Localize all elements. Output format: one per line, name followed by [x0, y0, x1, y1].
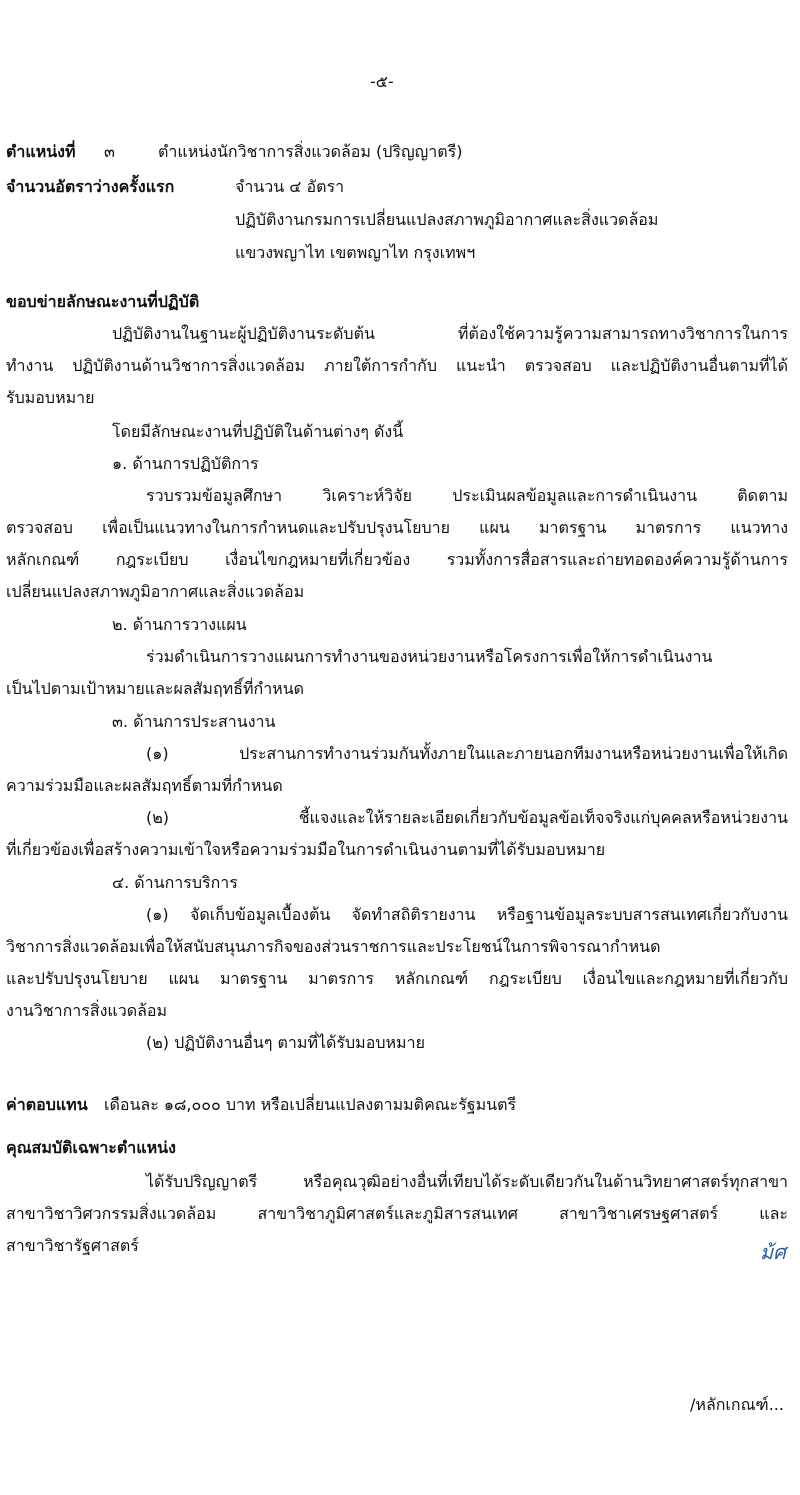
position-label: ตำแหน่งที่ [6, 142, 76, 161]
vacancy-label: จำนวนอัตราว่างครั้งแรก [6, 177, 175, 196]
scope-intro-line: ทำงาน ปฏิบัติงานด้านวิชาการสิ่งแวดล้อม ภายใต้การกำกับ แนะนำ ตรวจสอบ และปฏิบัติงานอื่นตามที่ได้ [6, 356, 788, 375]
section-line: เปลี่ยนแปลงสภาพภูมิอากาศและสิ่งแวดล้อม [6, 582, 305, 601]
section-line: เป็นไปตามเป้าหมายและผลสัมฤทธิ์ที่กำหนด [6, 679, 305, 698]
section-line: ร่วมดำเนินการวางแผนการทำงานของหน่วยงานหรือโครงการเพื่อให้การดำเนินงาน [146, 647, 713, 666]
section-line: ความร่วมมือและผลสัมฤทธิ์ตามที่กำหนด [6, 776, 283, 795]
qualification-line: ได้รับปริญญาตรี หรือคุณวุฒิอย่างอื่นที่เทียบได้ระดับเดียวกันในด้านวิทยาศาสตร์ทุกสาขา [146, 1172, 788, 1191]
section-title-coordination: ๓. ด้านการประสานงาน [112, 712, 276, 731]
vacancy-location-line2: แขวงพญาไท เขตพญาไท กรุงเทพฯ [235, 243, 476, 262]
page-number: -๕- [370, 72, 394, 91]
scope-heading: ขอบข่ายลักษณะงานที่ปฏิบัติ [6, 292, 200, 311]
section-line: ตรวจสอบ เพื่อเป็นแนวทางในการกำหนดและปรับปรุงนโยบาย แผน มาตรฐาน มาตรการ แนวทาง [6, 518, 788, 537]
position-number: ๓ [104, 142, 115, 161]
vacancy-location-line1: ปฏิบัติงานกรมการเปลี่ยนแปลงสภาพภูมิอากาศและสิ่งแวดล้อม [235, 210, 659, 229]
salary-text: เดือนละ ๑๘,๐๐๐ บาท หรือเปลี่ยนแปลงตามมติคณะรัฐมนตรี [104, 1095, 517, 1114]
section-line: (๒) ปฏิบัติงานอื่นๆ ตามที่ได้รับมอบหมาย [146, 1033, 425, 1052]
section-title-services: ๔. ด้านการบริการ [112, 873, 238, 892]
section-line: (๒) ชี้แจงและให้รายละเอียดเกี่ยวกับข้อมูลข้อเท็จจริงแก่บุคคลหรือหน่วยงาน [146, 808, 788, 827]
scope-intro-line: รับมอบหมาย [6, 388, 95, 407]
section-line: (๑) จัดเก็บข้อมูลเบื้องต้น จัดทำสถิติรายงาน หรือฐานข้อมูลระบบสารสนเทศเกี่ยวกับงาน [146, 905, 788, 924]
qualification-line: สาขาวิชารัฐศาสตร์ [6, 1236, 139, 1255]
section-line: (๑) ประสานการทำงานร่วมกันทั้งภายในและภายนอกทีมงานหรือหน่วยงานเพื่อให้เกิด [146, 744, 788, 763]
continuation-note: /หลักเกณฑ์... [690, 1395, 784, 1414]
scope-intro-line: ปฏิบัติงานในฐานะผู้ปฏิบัติงานระดับต้น ที่ต้องใช้ความรู้ความสามารถทางวิชาการในการ [112, 324, 788, 343]
section-line: หลักเกณฑ์ กฎระเบียบ เงื่อนไขกฎหมายที่เกี่ยวข้อง รวมทั้งการสื่อสารและถ่ายทอดองค์ความรู้ด้านการ [6, 550, 788, 569]
vacancy-count: จำนวน ๔ อัตรา [235, 177, 345, 196]
section-line: รวบรวมข้อมูลศึกษา วิเคราะห์วิจัย ประเมินผลข้อมูลและการดำเนินงาน ติดตาม [146, 486, 788, 505]
position-title: ตำแหน่งนักวิชาการสิ่งแวดล้อม (ปริญญาตรี) [158, 142, 463, 161]
section-title-planning: ๒. ด้านการวางแผน [112, 615, 247, 634]
section-line: งานวิชาการสิ่งแวดล้อม [6, 1001, 168, 1020]
section-line: ที่เกี่ยวข้องเพื่อสร้างความเข้าใจหรือความร่วมมือในการดำเนินงานตามที่ได้รับมอบหมาย [6, 840, 606, 859]
signature-initials: ม้ศ [760, 1240, 786, 1264]
salary-label: ค่าตอบแทน [6, 1095, 88, 1114]
section-line: วิชาการสิ่งแวดล้อมเพื่อให้สนับสนุนภารกิจของส่วนราชการและประโยชน์ในการพิจารณากำหนด [6, 937, 661, 956]
scope-lead: โดยมีลักษณะงานที่ปฏิบัติในด้านต่างๆ ดังนี้ [112, 422, 404, 441]
qualification-heading: คุณสมบัติเฉพาะตำแหน่ง [6, 1138, 176, 1157]
section-line: และปรับปรุงนโยบาย แผน มาตรฐาน มาตรการ หลักเกณฑ์ กฎระเบียบ เงื่อนไขและกฎหมายที่เกี่ยวกับ [6, 969, 788, 988]
qualification-line: สาขาวิชาวิศวกรรมสิ่งแวดล้อม สาขาวิชาภูมิศาสตร์และภูมิสารสนเทศ สาขาวิชาเศรษฐศาสตร์ และ [6, 1204, 788, 1223]
section-title-operations: ๑. ด้านการปฏิบัติการ [112, 454, 259, 473]
